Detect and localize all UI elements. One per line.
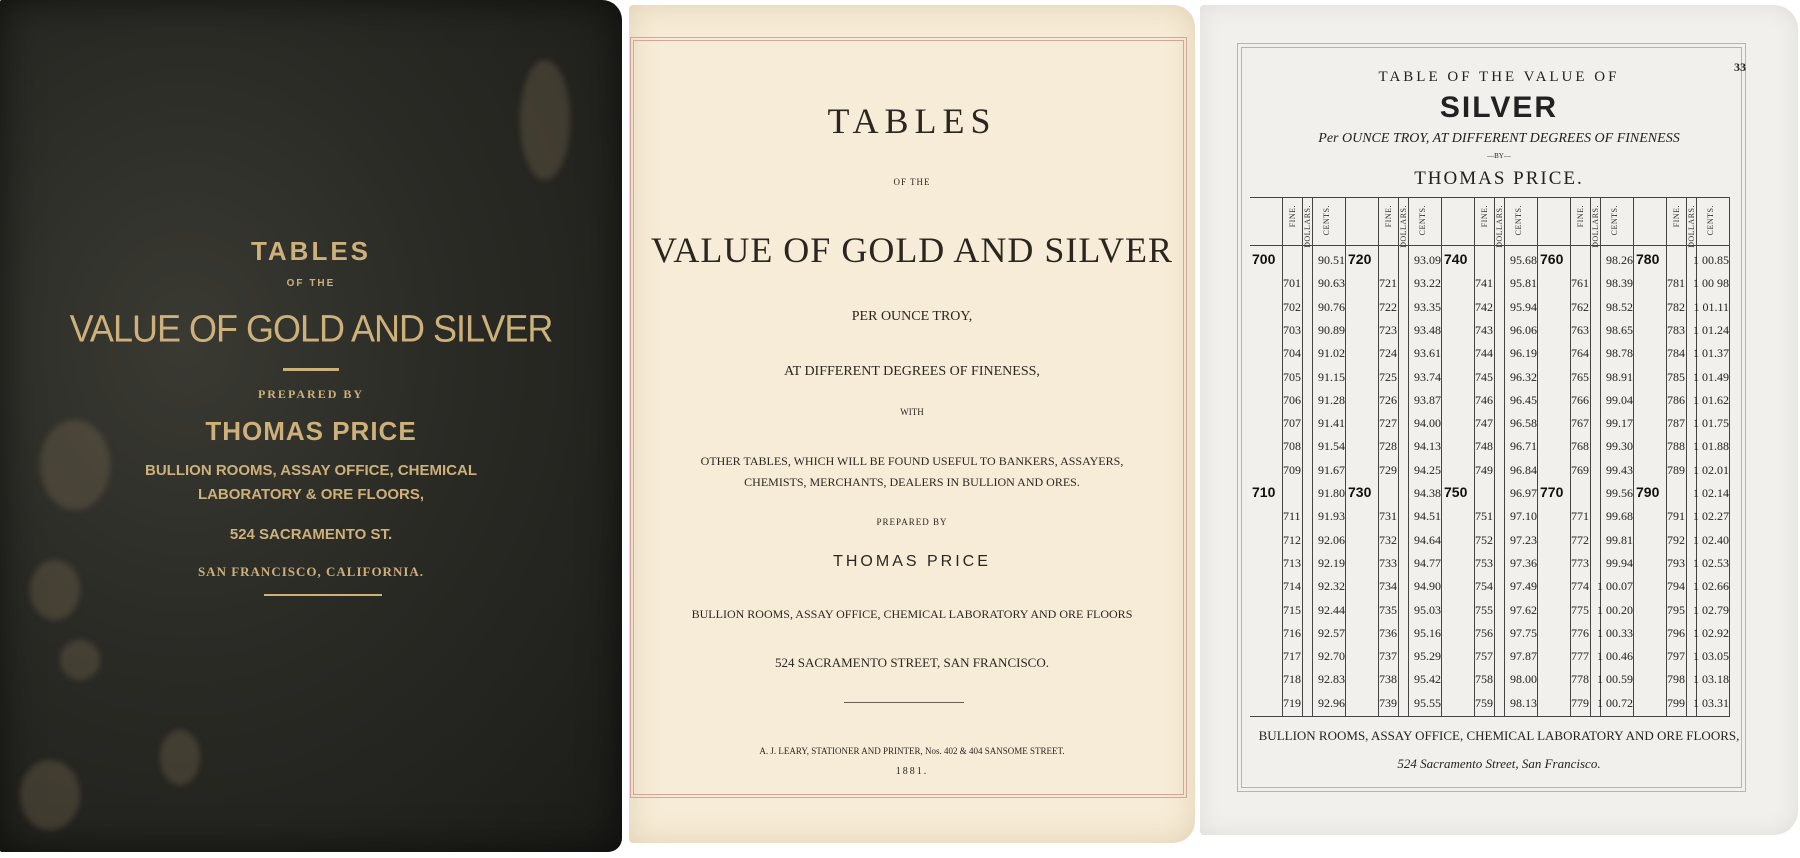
- table-footer-2: 524 Sacramento Street, San Francisco.: [1397, 756, 1601, 771]
- table-cell-value: 94.51: [1414, 509, 1441, 524]
- table-cell-fineness: 773: [1571, 555, 1589, 570]
- cover-title-of-the: OF THE: [286, 278, 336, 289]
- title-other-tables-1: OTHER TABLES, WHICH WILL BE FOUND USEFUL TO BANKERS, ASSAYERS,: [700, 454, 1124, 468]
- table-cell-fineness: 799: [1667, 695, 1685, 710]
- table-bottom-rule: [1250, 716, 1730, 717]
- table-cell-fineness: 792: [1667, 532, 1685, 547]
- table-cell-fineness: 774: [1571, 579, 1589, 594]
- table-cell-value: 1 01.37: [1693, 346, 1729, 361]
- table-cell-fineness: 742: [1475, 299, 1493, 314]
- column-header-dollars: DOLLARS.: [1303, 205, 1312, 248]
- table-cell-value: 1 00.07: [1597, 579, 1633, 594]
- table-cell-fineness: 796: [1667, 625, 1685, 640]
- table-cell-fineness: 775: [1571, 602, 1589, 617]
- table-cell-fineness: 704: [1283, 346, 1301, 361]
- table-cell-value: 1 00 98: [1693, 276, 1729, 291]
- title-fineness: AT DIFFERENT DEGREES OF FINENESS,: [784, 364, 1040, 379]
- table-cell-fineness: 714: [1283, 579, 1301, 594]
- table-cell-value: 93.61: [1414, 346, 1441, 361]
- table-cell-fineness: 712: [1283, 532, 1301, 547]
- table-cell-fineness: 716: [1283, 625, 1301, 640]
- table-header-rule: [1250, 245, 1730, 246]
- table-cell-value: 94.00: [1414, 416, 1441, 431]
- table-cell-fineness: 772: [1571, 532, 1589, 547]
- table-cell-fineness: 721: [1379, 276, 1397, 291]
- stain: [520, 60, 570, 180]
- table-cell-fineness: 797: [1667, 649, 1685, 664]
- table-cell-value: 1 01.11: [1693, 299, 1729, 314]
- table-heading-3: Per OUNCE TROY, AT DIFFERENT DEGREES OF FINENESS: [1318, 131, 1680, 146]
- table-cell-value: 90.51: [1318, 253, 1345, 267]
- table-cell-fineness: 763: [1571, 322, 1589, 337]
- table-cell-value: 91.15: [1318, 369, 1345, 384]
- fineness-group-heading: 750: [1444, 484, 1468, 500]
- table-cell-fineness: 793: [1667, 555, 1685, 570]
- table-cell-value: 94.90: [1414, 579, 1441, 594]
- table-cell-fineness: 751: [1475, 509, 1493, 524]
- stain: [160, 730, 200, 785]
- table-cell-value: 98.78: [1606, 346, 1633, 361]
- table-cell-value: 97.49: [1510, 579, 1537, 594]
- table-cell-value: 96.97: [1510, 486, 1537, 500]
- table-cell-fineness: 764: [1571, 346, 1589, 361]
- table-cell-value: 1 01.49: [1693, 369, 1729, 384]
- table-cell-fineness: 729: [1379, 462, 1397, 477]
- table-cell-fineness: 785: [1667, 369, 1685, 384]
- table-cell-fineness: 736: [1379, 625, 1397, 640]
- table-cell-fineness: 766: [1571, 392, 1589, 407]
- table-cell-value: 91.02: [1318, 346, 1345, 361]
- table-cell-value: 93.48: [1414, 322, 1441, 337]
- table-cell-value: 91.67: [1318, 462, 1345, 477]
- table-cell-value: 1 01.75: [1693, 416, 1729, 431]
- table-cell-value: 94.64: [1414, 532, 1441, 547]
- table-cell-fineness: 798: [1667, 672, 1685, 687]
- table-column-rule: [1345, 197, 1346, 717]
- table-cell-value: 1 02.01: [1693, 462, 1729, 477]
- table-cell-fineness: 761: [1571, 276, 1589, 291]
- table-author: THOMAS PRICE.: [1414, 168, 1584, 189]
- title-tables: TABLES: [827, 101, 997, 141]
- book-cover: [0, 0, 622, 852]
- table-cell-value: 96.71: [1510, 439, 1537, 454]
- table-cell-value: 90.89: [1318, 322, 1345, 337]
- table-cell-fineness: 717: [1283, 649, 1301, 664]
- table-cell-value: 96.58: [1510, 416, 1537, 431]
- table-cell-fineness: 777: [1571, 649, 1589, 664]
- table-cell-value: 98.65: [1606, 322, 1633, 337]
- column-header-cents: CENTS.: [1706, 205, 1715, 236]
- table-cell-value: 1 00.46: [1597, 649, 1633, 664]
- table-cell-value: 99.94: [1606, 555, 1633, 570]
- table-cell-value: 1 02.53: [1693, 555, 1729, 570]
- cover-divider: [283, 368, 339, 371]
- table-cell-value: 1 02.92: [1693, 625, 1729, 640]
- page-number: 33: [1734, 60, 1746, 74]
- table-cell-fineness: 741: [1475, 276, 1493, 291]
- table-cell-fineness: 707: [1283, 416, 1301, 431]
- cover-title-tables: TABLES: [250, 236, 372, 266]
- cover-prepared-by: PREPARED BY: [257, 387, 365, 401]
- table-cell-value: 92.57: [1318, 625, 1345, 640]
- table-cell-value: 98.52: [1606, 299, 1633, 314]
- table-cell-fineness: 765: [1571, 369, 1589, 384]
- table-column-rule: [1633, 197, 1634, 717]
- title-bullion-rooms: BULLION ROOMS, ASSAY OFFICE, CHEMICAL LABORATORY AND ORE FLOORS: [691, 607, 1133, 621]
- stain: [20, 760, 80, 830]
- table-cell-value: 91.41: [1318, 416, 1345, 431]
- table-cell-fineness: 795: [1667, 602, 1685, 617]
- table-cell-value: 98.13: [1510, 695, 1537, 710]
- table-cell-value: 97.23: [1510, 532, 1537, 547]
- table-heading-silver: SILVER: [1439, 91, 1559, 124]
- table-cell-fineness: 762: [1571, 299, 1589, 314]
- table-cell-value: 91.80: [1318, 486, 1345, 500]
- table-cell-fineness: 788: [1667, 439, 1685, 454]
- title-printer: A. J. LEARY, STATIONER AND PRINTER, Nos. 402 & 404 SANSOME STREET.: [759, 746, 1065, 756]
- table-cell-value: 96.45: [1510, 392, 1537, 407]
- table-cell-fineness: 711: [1283, 509, 1301, 524]
- table-cell-value: 1 02.27: [1693, 509, 1729, 524]
- fineness-group-heading: 700: [1252, 251, 1276, 267]
- cover-address-line2: LABORATORY & ORE FLOORS,: [197, 486, 425, 503]
- table-cell-value: 99.81: [1606, 532, 1633, 547]
- table-cell-fineness: 708: [1283, 439, 1301, 454]
- table-column-rule: [1441, 197, 1442, 717]
- table-cell-fineness: 726: [1379, 392, 1397, 407]
- table-cell-value: 95.94: [1510, 299, 1537, 314]
- table-cell-value: 90.63: [1318, 276, 1345, 291]
- table-cell-value: 96.19: [1510, 346, 1537, 361]
- table-cell-fineness: 791: [1667, 509, 1685, 524]
- table-cell-value: 99.17: [1606, 416, 1633, 431]
- table-cell-fineness: 719: [1283, 695, 1301, 710]
- table-cell-fineness: 753: [1475, 555, 1493, 570]
- table-cell-fineness: 779: [1571, 695, 1589, 710]
- column-header-fine: FINE.: [1384, 205, 1393, 228]
- stain: [60, 640, 100, 680]
- table-cell-fineness: 724: [1379, 346, 1397, 361]
- silver-value-table: [1250, 197, 1730, 717]
- table-cell-fineness: 768: [1571, 439, 1589, 454]
- table-cell-value: 95.42: [1414, 672, 1441, 687]
- table-cell-fineness: 705: [1283, 369, 1301, 384]
- table-cell-fineness: 757: [1475, 649, 1493, 664]
- table-cell-fineness: 737: [1379, 649, 1397, 664]
- table-cell-fineness: 755: [1475, 602, 1493, 617]
- table-cell-value: 98.39: [1606, 276, 1633, 291]
- table-cell-fineness: 727: [1379, 416, 1397, 431]
- table-cell-value: 1 02.40: [1693, 532, 1729, 547]
- title-prepared-by: PREPARED BY: [876, 517, 948, 527]
- fineness-group-heading: 720: [1348, 251, 1372, 267]
- table-heading-1: TABLE OF THE VALUE OF: [1378, 69, 1620, 85]
- table-cell-fineness: 781: [1667, 276, 1685, 291]
- column-header-fine: FINE.: [1576, 205, 1585, 228]
- column-header-cents: CENTS.: [1514, 205, 1523, 236]
- fineness-group-heading: 710: [1252, 484, 1276, 500]
- table-cell-value: 96.06: [1510, 322, 1537, 337]
- table-cell-value: 95.03: [1414, 602, 1441, 617]
- table-cell-value: 1 01.62: [1693, 392, 1729, 407]
- column-header-cents: CENTS.: [1610, 205, 1619, 236]
- table-cell-value: 92.32: [1318, 579, 1345, 594]
- table-cell-value: 1 01.24: [1693, 322, 1729, 337]
- table-cell-fineness: 733: [1379, 555, 1397, 570]
- table-cell-value: 1 02.14: [1693, 486, 1729, 500]
- table-cell-fineness: 718: [1283, 672, 1301, 687]
- table-cell-value: 93.74: [1414, 369, 1441, 384]
- table-cell-fineness: 769: [1571, 462, 1589, 477]
- table-cell-value: 95.29: [1414, 649, 1441, 664]
- table-cell-value: 97.87: [1510, 649, 1537, 664]
- table-cell-value: 98.91: [1606, 369, 1633, 384]
- table-cell-value: 96.84: [1510, 462, 1537, 477]
- column-header-dollars: DOLLARS.: [1687, 205, 1696, 248]
- table-cell-fineness: 738: [1379, 672, 1397, 687]
- table-cell-fineness: 732: [1379, 532, 1397, 547]
- table-cell-value: 1 00.20: [1597, 602, 1633, 617]
- table-cell-value: 94.25: [1414, 462, 1441, 477]
- cover-street: 524 SACRAMENTO ST.: [229, 526, 393, 543]
- table-cell-value: 93.09: [1414, 253, 1441, 267]
- table-cell-fineness: 725: [1379, 369, 1397, 384]
- fineness-group-heading: 740: [1444, 251, 1468, 267]
- table-cell-fineness: 754: [1475, 579, 1493, 594]
- table-cell-fineness: 752: [1475, 532, 1493, 547]
- table-cell-fineness: 745: [1475, 369, 1493, 384]
- table-cell-fineness: 787: [1667, 416, 1685, 431]
- table-cell-value: 1 02.66: [1693, 579, 1729, 594]
- table-cell-value: 95.81: [1510, 276, 1537, 291]
- title-main: VALUE OF GOLD AND SILVER: [650, 230, 1174, 270]
- table-cell-value: 97.10: [1510, 509, 1537, 524]
- table-cell-fineness: 739: [1379, 695, 1397, 710]
- table-cell-fineness: 782: [1667, 299, 1685, 314]
- table-cell-fineness: 703: [1283, 322, 1301, 337]
- table-cell-fineness: 702: [1283, 299, 1301, 314]
- table-cell-value: 1 00.33: [1597, 625, 1633, 640]
- fineness-group-heading: 730: [1348, 484, 1372, 500]
- table-cell-value: 99.68: [1606, 509, 1633, 524]
- table-cell-value: 92.96: [1318, 695, 1345, 710]
- table-cell-fineness: 709: [1283, 462, 1301, 477]
- title-street: 524 SACRAMENTO STREET, SAN FRANCISCO.: [774, 655, 1049, 670]
- table-cell-value: 1 02.79: [1693, 602, 1729, 617]
- page-frame: [633, 40, 1184, 795]
- table-cell-value: 99.56: [1606, 486, 1633, 500]
- table-cell-value: 93.22: [1414, 276, 1441, 291]
- title-other-tables-2: CHEMISTS, MERCHANTS, DEALERS IN BULLION AND ORES.: [744, 475, 1080, 489]
- fineness-group-heading: 770: [1540, 484, 1564, 500]
- table-cell-value: 1 03.05: [1693, 649, 1729, 664]
- table-cell-fineness: 767: [1571, 416, 1589, 431]
- table-cell-value: 97.36: [1510, 555, 1537, 570]
- column-header-dollars: DOLLARS.: [1495, 205, 1504, 248]
- table-cell-fineness: 778: [1571, 672, 1589, 687]
- table-cell-fineness: 794: [1667, 579, 1685, 594]
- table-cell-value: 97.62: [1510, 602, 1537, 617]
- table-cell-fineness: 759: [1475, 695, 1493, 710]
- table-cell-value: 1 03.18: [1693, 672, 1729, 687]
- table-cell-value: 94.38: [1414, 486, 1441, 500]
- table-cell-fineness: 756: [1475, 625, 1493, 640]
- table-cell-value: 92.70: [1318, 649, 1345, 664]
- table-cell-fineness: 776: [1571, 625, 1589, 640]
- table-cell-fineness: 784: [1667, 346, 1685, 361]
- table-cell-fineness: 715: [1283, 602, 1301, 617]
- table-cell-value: 98.00: [1510, 672, 1537, 687]
- table-cell-fineness: 747: [1475, 416, 1493, 431]
- table-cell-fineness: 743: [1475, 322, 1493, 337]
- table-cell-fineness: 713: [1283, 555, 1301, 570]
- cover-title-main: VALUE OF GOLD AND SILVER: [69, 306, 553, 350]
- table-cell-value: 93.35: [1414, 299, 1441, 314]
- table-cell-value: 99.43: [1606, 462, 1633, 477]
- table-cell-value: 95.16: [1414, 625, 1441, 640]
- table-cell-value: 95.55: [1414, 695, 1441, 710]
- table-cell-value: 92.06: [1318, 532, 1345, 547]
- column-header-cents: CENTS.: [1418, 205, 1427, 236]
- table-cell-value: 99.30: [1606, 439, 1633, 454]
- table-cell-value: 1 00.59: [1597, 672, 1633, 687]
- fineness-group-heading: 790: [1636, 484, 1660, 500]
- title-per-ounce: PER OUNCE TROY,: [851, 309, 973, 324]
- title-with: WITH: [900, 407, 924, 417]
- table-cell-value: 91.28: [1318, 392, 1345, 407]
- title-year: 1881.: [895, 766, 929, 777]
- table-cell-fineness: 734: [1379, 579, 1397, 594]
- table-page: [1200, 5, 1798, 835]
- table-cell-fineness: 728: [1379, 439, 1397, 454]
- table-cell-fineness: 723: [1379, 322, 1397, 337]
- table-cell-value: 93.87: [1414, 392, 1441, 407]
- cover-address-line1: BULLION ROOMS, ASSAY OFFICE, CHEMICAL: [145, 462, 477, 479]
- table-cell-value: 1 01.88: [1693, 439, 1729, 454]
- cover-city: SAN FRANCISCO, CALIFORNIA.: [197, 564, 425, 579]
- table-cell-fineness: 786: [1667, 392, 1685, 407]
- table-cell-value: 96.32: [1510, 369, 1537, 384]
- title-page: [629, 5, 1195, 843]
- title-divider: [844, 702, 964, 703]
- table-cell-value: 90.76: [1318, 299, 1345, 314]
- cover-bottom-divider: [264, 594, 382, 596]
- title-of-the: OF THE: [893, 177, 931, 187]
- column-header-cents: CENTS.: [1322, 205, 1331, 236]
- table-cell-fineness: 706: [1283, 392, 1301, 407]
- fineness-group-heading: 760: [1540, 251, 1564, 267]
- table-cell-fineness: 749: [1475, 462, 1493, 477]
- table-cell-value: 94.13: [1414, 439, 1441, 454]
- table-footer-1: BULLION ROOMS, ASSAY OFFICE, CHEMICAL LABORATORY AND ORE FLOORS,: [1258, 728, 1740, 743]
- table-cell-fineness: 746: [1475, 392, 1493, 407]
- table-cell-value: 92.19: [1318, 555, 1345, 570]
- table-cell-value: 1 03.31: [1693, 695, 1729, 710]
- column-header-fine: FINE.: [1672, 205, 1681, 228]
- table-cell-value: 98.26: [1606, 253, 1633, 267]
- cover-author: THOMAS PRICE: [205, 416, 417, 446]
- table-cell-fineness: 731: [1379, 509, 1397, 524]
- table-cell-fineness: 783: [1667, 322, 1685, 337]
- table-top-rule: [1250, 197, 1730, 198]
- table-cell-value: 1 00.72: [1597, 695, 1633, 710]
- table-by: —BY—: [1487, 152, 1511, 160]
- table-cell-fineness: 722: [1379, 299, 1397, 314]
- table-cell-value: 94.77: [1414, 555, 1441, 570]
- table-cell-fineness: 771: [1571, 509, 1589, 524]
- table-cell-value: 99.04: [1606, 392, 1633, 407]
- table-cell-fineness: 758: [1475, 672, 1493, 687]
- table-cell-fineness: 701: [1283, 276, 1301, 291]
- column-header-fine: FINE.: [1288, 205, 1297, 228]
- column-header-fine: FINE.: [1480, 205, 1489, 228]
- table-cell-fineness: 789: [1667, 462, 1685, 477]
- column-header-dollars: DOLLARS.: [1591, 205, 1600, 248]
- table-cell-value: 95.68: [1510, 253, 1537, 267]
- table-cell-value: 92.83: [1318, 672, 1345, 687]
- table-column-rule: [1729, 197, 1730, 717]
- table-cell-value: 91.54: [1318, 439, 1345, 454]
- fineness-group-heading: 780: [1636, 251, 1660, 267]
- table-cell-value: 91.93: [1318, 509, 1345, 524]
- table-cell-value: 97.75: [1510, 625, 1537, 640]
- column-header-dollars: DOLLARS.: [1399, 205, 1408, 248]
- title-author: THOMAS PRICE: [833, 553, 991, 570]
- table-cell-value: 1 00.85: [1693, 253, 1729, 267]
- table-column-rule: [1537, 197, 1538, 717]
- table-cell-value: 92.44: [1318, 602, 1345, 617]
- table-cell-fineness: 748: [1475, 439, 1493, 454]
- table-cell-fineness: 744: [1475, 346, 1493, 361]
- table-cell-fineness: 735: [1379, 602, 1397, 617]
